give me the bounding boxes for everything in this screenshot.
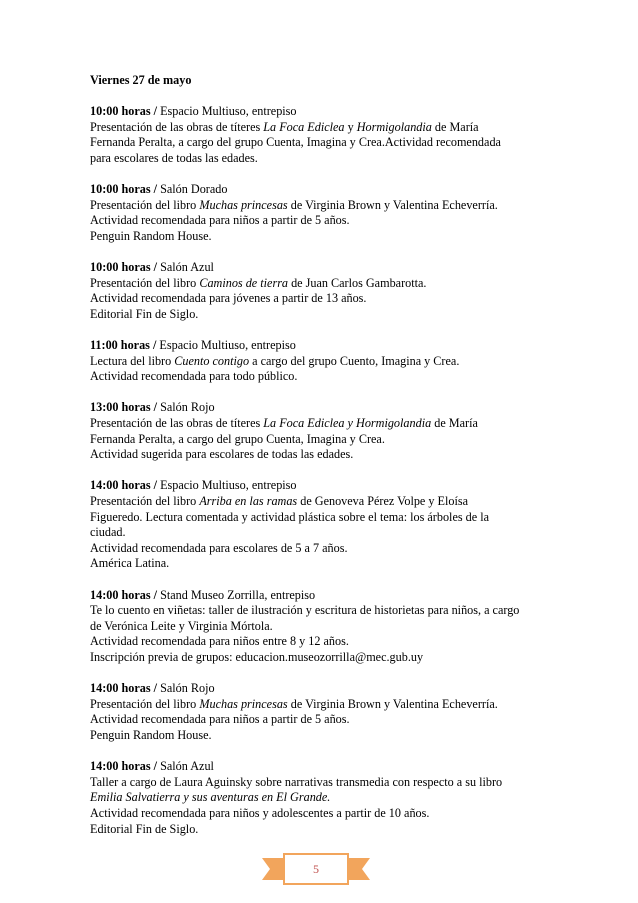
description-text: Actividad recomendada para niños a partir de 5 años. bbox=[90, 213, 350, 228]
event-entry bbox=[90, 338, 590, 385]
book-title: La Foca Ediclea y Hormigolandia bbox=[263, 416, 432, 431]
book-title: Muchas princesas bbox=[199, 696, 288, 711]
event-place: Salón Azul bbox=[160, 759, 214, 774]
event-description-line bbox=[90, 775, 590, 791]
event-header bbox=[90, 260, 590, 276]
book-title: Caminos de tierra bbox=[199, 275, 289, 290]
event-description-line bbox=[90, 369, 590, 385]
event-header bbox=[90, 759, 590, 775]
event-header bbox=[90, 400, 590, 416]
event-place: Espacio Multiuso, entrepiso bbox=[160, 104, 297, 119]
description-text: Editorial Fin de Siglo. bbox=[90, 306, 199, 321]
description-text: Actividad recomendada para niños entre 8 y 12 años. bbox=[90, 634, 349, 649]
event-time: 14:00 horas bbox=[90, 478, 151, 493]
book-title: Muchas princesas bbox=[199, 197, 288, 212]
event-place: Salón Rojo bbox=[160, 681, 215, 696]
description-text: a cargo del grupo Cuento, Imagina y Crea. bbox=[249, 353, 460, 368]
book-title: Emilia Salvatierra y sus aventuras en El Grande. bbox=[90, 790, 331, 805]
event-description-line bbox=[90, 432, 590, 448]
book-title: La Foca Ediclea bbox=[263, 119, 345, 134]
event-place: Espacio Multiuso, entrepiso bbox=[159, 338, 296, 353]
description-text: Presentación de las obras de títeres bbox=[90, 416, 264, 431]
event-entry bbox=[90, 182, 590, 244]
description-text: y bbox=[344, 119, 357, 134]
event-time: 11:00 horas bbox=[90, 338, 150, 353]
book-title: Arriba en las ramas bbox=[199, 494, 298, 509]
event-separator: / bbox=[149, 338, 160, 353]
event-place: Salón Dorado bbox=[160, 182, 228, 197]
event-description-line bbox=[90, 822, 590, 838]
page-number: 5 bbox=[313, 862, 319, 876]
event-description-line bbox=[90, 354, 590, 370]
event-separator: / bbox=[150, 587, 161, 602]
event-entry bbox=[90, 400, 590, 462]
description-text: Te lo cuento en viñetas: taller de ilustración y escritura de historietas para niños, a cargo bbox=[90, 603, 520, 618]
event-header bbox=[90, 182, 590, 198]
description-text: de Genoveva Pérez Volpe y Eloísa bbox=[297, 494, 468, 509]
event-separator: / bbox=[150, 104, 161, 119]
event-time: 10:00 horas bbox=[90, 104, 151, 119]
page-number-footer bbox=[262, 852, 370, 886]
event-description-line bbox=[90, 556, 590, 572]
description-text: Presentación del libro bbox=[90, 275, 200, 290]
event-separator: / bbox=[150, 759, 161, 774]
event-description-line bbox=[90, 416, 590, 432]
description-text: Presentación del libro bbox=[90, 197, 200, 212]
event-header bbox=[90, 104, 590, 120]
event-description-line bbox=[90, 525, 590, 541]
description-text: Actividad recomendada para niños y adolescentes a partir de 10 años. bbox=[90, 805, 430, 820]
event-place: Espacio Multiuso, entrepiso bbox=[160, 478, 297, 493]
event-description-line bbox=[90, 213, 590, 229]
event-description-line bbox=[90, 510, 590, 526]
description-text: Actividad sugerida para escolares de todas las edades. bbox=[90, 447, 354, 462]
description-text: Figueredo. Lectura comentada y actividad plástica sobre el tema: los árboles de la bbox=[90, 509, 489, 524]
document-page bbox=[90, 73, 590, 853]
event-description-line bbox=[90, 806, 590, 822]
event-description-line bbox=[90, 120, 590, 136]
event-description-line bbox=[90, 229, 590, 245]
description-text: Fernanda Peralta, a cargo del grupo Cuenta, Imagina y Crea.Actividad recomendada bbox=[90, 135, 501, 150]
event-header bbox=[90, 478, 590, 494]
event-description-line bbox=[90, 728, 590, 744]
book-title: Hormigolandia bbox=[356, 119, 432, 134]
description-text: América Latina. bbox=[90, 556, 170, 571]
event-entry bbox=[90, 588, 590, 666]
event-description-line bbox=[90, 603, 590, 619]
book-title: Cuento contigo bbox=[174, 353, 250, 368]
description-text: Inscripción previa de grupos: educacion.museozorrilla@mec.gub.uy bbox=[90, 649, 424, 664]
event-entry bbox=[90, 681, 590, 743]
description-text: Actividad recomendada para todo público. bbox=[90, 369, 298, 384]
description-text: Presentación de las obras de títeres bbox=[90, 119, 264, 134]
description-text: Penguin Random House. bbox=[90, 727, 212, 742]
description-text: Presentación del libro bbox=[90, 696, 200, 711]
event-entry bbox=[90, 104, 590, 166]
event-description-line bbox=[90, 198, 590, 214]
event-description-line bbox=[90, 307, 590, 323]
description-text: de Virginia Brown y Valentina Echeverría. bbox=[287, 696, 498, 711]
event-description-line bbox=[90, 135, 590, 151]
event-place: Salón Azul bbox=[160, 260, 214, 275]
event-time: 10:00 horas bbox=[90, 182, 151, 197]
description-text: de Virginia Brown y Valentina Echeverría. bbox=[287, 197, 498, 212]
event-separator: / bbox=[150, 182, 161, 197]
description-text: de Verónica Leite y Virginia Mórtola. bbox=[90, 618, 273, 633]
description-text: Lectura del libro bbox=[90, 353, 175, 368]
event-description-line bbox=[90, 790, 590, 806]
description-text: Penguin Random House. bbox=[90, 228, 212, 243]
event-description-line bbox=[90, 291, 590, 307]
event-header bbox=[90, 338, 590, 354]
event-separator: / bbox=[150, 478, 161, 493]
description-text: ciudad. bbox=[90, 525, 126, 540]
event-description-line bbox=[90, 447, 590, 463]
description-text: Actividad recomendada para jóvenes a partir de 13 años. bbox=[90, 291, 367, 306]
event-time: 10:00 horas bbox=[90, 260, 151, 275]
event-description-line bbox=[90, 634, 590, 650]
event-time: 14:00 horas bbox=[90, 681, 151, 696]
event-entry bbox=[90, 260, 590, 322]
event-description-line bbox=[90, 276, 590, 292]
event-time: 14:00 horas bbox=[90, 759, 151, 774]
description-text: Fernanda Peralta, a cargo del grupo Cuenta, Imagina y Crea. bbox=[90, 431, 385, 446]
description-text: para escolares de todas las edades. bbox=[90, 150, 258, 165]
event-separator: / bbox=[150, 260, 161, 275]
event-time: 13:00 horas bbox=[90, 400, 151, 415]
description-text: de María bbox=[431, 119, 479, 134]
event-header bbox=[90, 588, 590, 604]
event-description-line bbox=[90, 712, 590, 728]
event-separator: / bbox=[150, 681, 161, 696]
event-list bbox=[90, 104, 590, 837]
day-heading: Viernes 27 de mayo bbox=[90, 73, 192, 87]
event-entry bbox=[90, 478, 590, 572]
event-description-line bbox=[90, 151, 590, 167]
description-text: Actividad recomendada para niños a partir de 5 años. bbox=[90, 712, 350, 727]
event-place: Stand Museo Zorrilla, entrepiso bbox=[160, 587, 316, 602]
event-description-line bbox=[90, 494, 590, 510]
description-text: Taller a cargo de Laura Aguinsky sobre narrativas transmedia con respecto a su libro bbox=[90, 774, 503, 789]
event-header bbox=[90, 681, 590, 697]
event-description-line bbox=[90, 697, 590, 713]
event-separator: / bbox=[150, 400, 161, 415]
description-text: Actividad recomendada para escolares de 5 a 7 años. bbox=[90, 540, 348, 555]
event-place: Salón Rojo bbox=[160, 400, 215, 415]
event-description-line bbox=[90, 619, 590, 635]
event-time: 14:00 horas bbox=[90, 587, 151, 602]
description-text: de María bbox=[431, 416, 478, 431]
description-text: Editorial Fin de Siglo. bbox=[90, 821, 199, 836]
description-text: de Juan Carlos Gambarotta. bbox=[288, 275, 427, 290]
event-description-line bbox=[90, 650, 590, 666]
event-description-line bbox=[90, 541, 590, 557]
description-text: Presentación del libro bbox=[90, 494, 200, 509]
event-entry bbox=[90, 759, 590, 837]
